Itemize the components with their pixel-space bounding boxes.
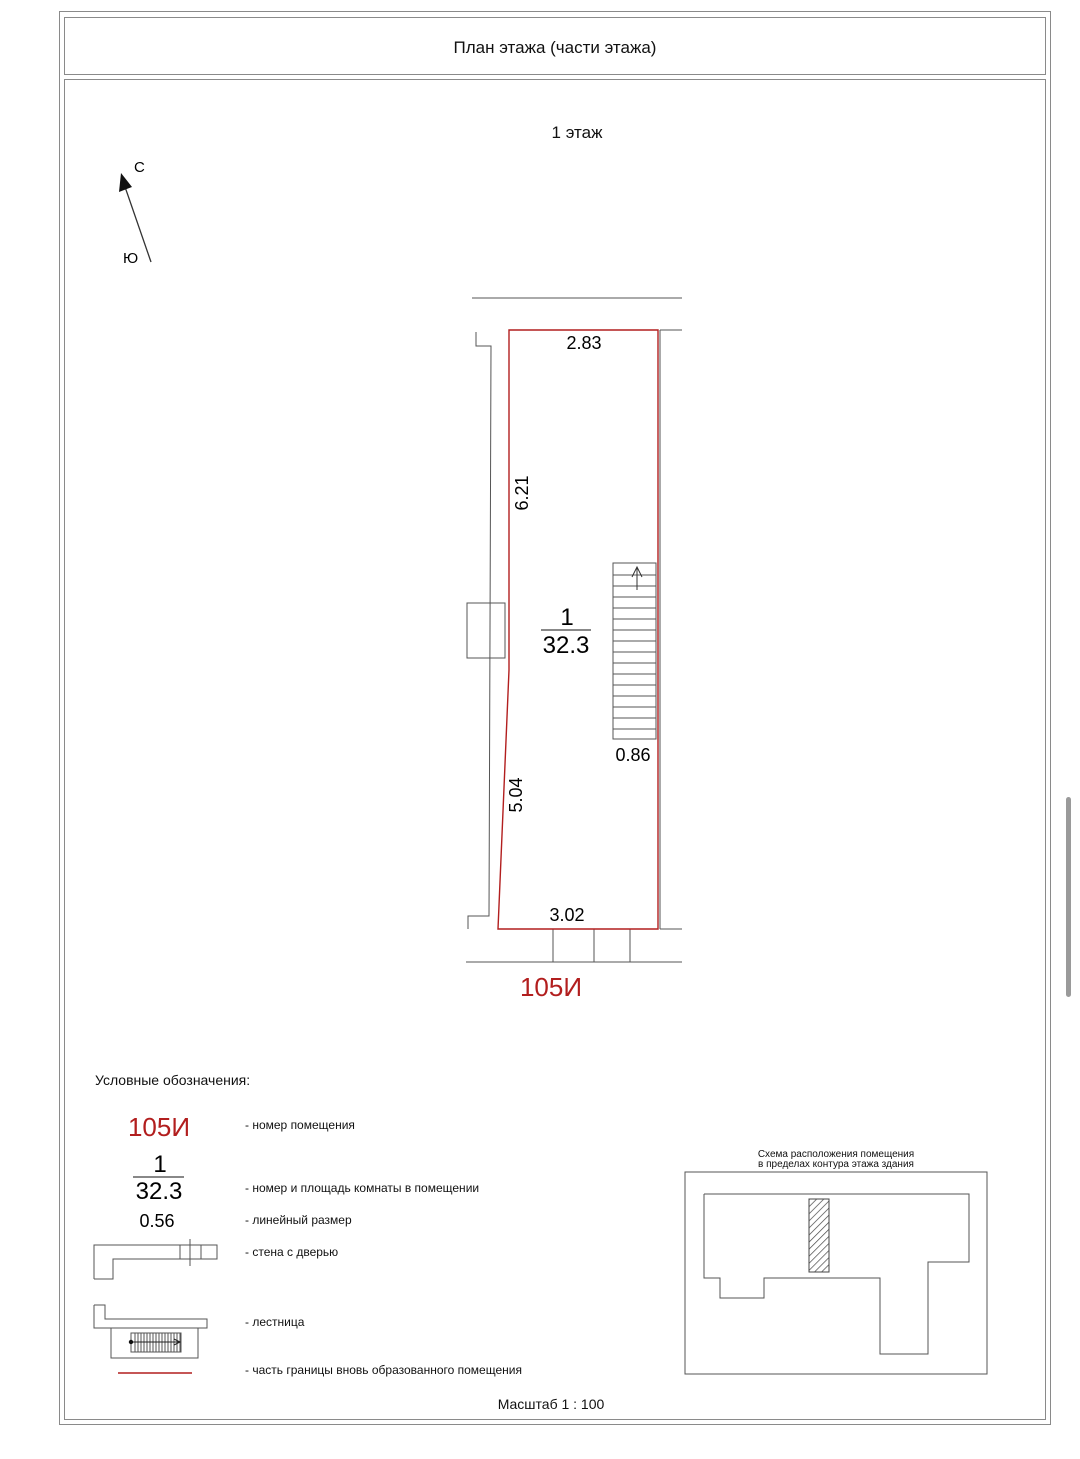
legend-stair-symbol [94,1305,207,1358]
legend-dim-sample: 0.56 [139,1211,175,1231]
page-title: План этажа (части этажа) [453,38,657,57]
legend-room-sample-num: 1 [153,1151,167,1178]
legend-dim-desc: - линейный размер [245,1213,352,1227]
north-arrow-icon [119,173,151,262]
legend-title: Условные обозначения: [95,1072,251,1088]
premises-number: 105И [519,972,583,1002]
floor-label: 1 этаж [551,123,603,142]
dim-left-upper: 6.21 [512,475,532,511]
scheme-frame [685,1172,987,1374]
legend-premises-desc: - номер помещения [245,1118,355,1132]
legend-wall-door-symbol [94,1239,217,1279]
room-area: 32.3 [542,632,590,659]
dim-stair: 0.86 [615,745,651,765]
scale-label: Масштаб 1 : 100 [497,1396,605,1412]
legend-stair-desc: - лестница [245,1315,305,1329]
dim-left-lower: 5.04 [506,777,526,813]
compass-north-label: С [134,159,145,176]
dim-top: 2.83 [566,333,602,353]
scheme-caption-line2: в пределах контура этажа здания [758,1159,914,1170]
legend-room-desc: - номер и площадь комнаты в помещении [245,1181,480,1195]
scheme-premises-highlight [809,1199,829,1272]
room-number: 1 [560,604,574,631]
staircase [613,563,656,739]
scrollbar[interactable] [1066,797,1071,997]
compass-south-label: Ю [123,250,139,267]
legend-wall-desc: - стена с дверью [245,1245,339,1259]
dim-bottom: 3.02 [549,905,585,925]
legend-boundary-desc: - часть границы вновь образованного помещения [245,1363,522,1377]
legend-room-sample-area: 32.3 [135,1178,183,1205]
scheme-building-outline [704,1194,969,1354]
scheme-caption-line1: Схема расположения помещения [757,1149,915,1160]
legend-premises-sample: 105И [127,1112,191,1142]
